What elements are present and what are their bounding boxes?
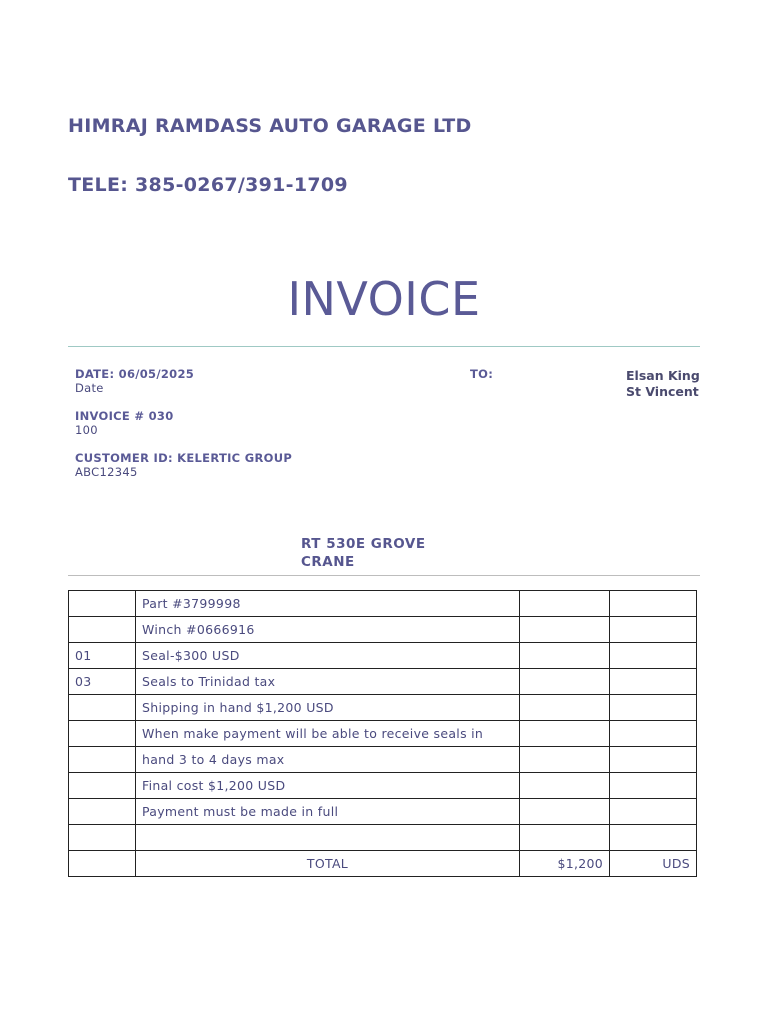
description-cell: Final cost $1,200 USD — [136, 773, 520, 799]
line-total-cell — [610, 591, 697, 617]
date-value: Date — [75, 381, 104, 395]
company-name: HIMRAJ RAMDASS AUTO GARAGE LTD — [68, 115, 472, 137]
qty-cell — [69, 591, 136, 617]
qty-cell: 01 — [69, 643, 136, 669]
description-cell: Payment must be made in full — [136, 799, 520, 825]
line-total-cell — [610, 747, 697, 773]
description-cell: When make payment will be able to receive seals in — [136, 721, 520, 747]
qty-cell — [69, 617, 136, 643]
unit-price-cell — [520, 721, 610, 747]
line-total-cell — [610, 617, 697, 643]
total-label: TOTAL — [136, 851, 520, 877]
line-total-cell — [610, 695, 697, 721]
customer-id-label: CUSTOMER ID: KELERTIC GROUP — [75, 451, 293, 465]
line-total-cell — [610, 643, 697, 669]
line-items-table — [68, 590, 697, 877]
unit-price-cell — [520, 773, 610, 799]
line-total-cell — [610, 799, 697, 825]
line-total-cell — [610, 773, 697, 799]
project-divider — [68, 575, 700, 576]
description-cell: Part #3799998 — [136, 591, 520, 617]
line-total-cell — [610, 825, 697, 851]
company-phone: TELE: 385-0267/391-1709 — [68, 174, 348, 196]
description-cell: Shipping in hand $1,200 USD — [136, 695, 520, 721]
unit-price-cell — [520, 617, 610, 643]
unit-price-cell — [520, 591, 610, 617]
unit-price-cell — [520, 825, 610, 851]
table-row — [69, 591, 697, 617]
unit-price-cell — [520, 695, 610, 721]
description-cell: Winch #0666916 — [136, 617, 520, 643]
line-total-cell — [610, 721, 697, 747]
invoice-number-label: INVOICE # 030 — [75, 409, 174, 423]
table-row — [69, 773, 697, 799]
table-row — [69, 721, 697, 747]
table-row — [69, 669, 697, 695]
recipient-name: Elsan King — [626, 368, 700, 383]
qty-cell — [69, 799, 136, 825]
total-currency: UDS — [610, 851, 697, 877]
recipient-location: St Vincent — [626, 384, 699, 399]
to-label: TO: — [470, 367, 494, 381]
table-row — [69, 617, 697, 643]
unit-price-cell — [520, 669, 610, 695]
table-row — [69, 695, 697, 721]
table-row — [69, 825, 697, 851]
description-cell: hand 3 to 4 days max — [136, 747, 520, 773]
qty-cell — [69, 721, 136, 747]
project-line-2: CRANE — [301, 554, 355, 570]
customer-id-value: ABC12345 — [75, 465, 138, 479]
header-divider — [68, 346, 700, 347]
invoice-number-value: 100 — [75, 423, 98, 437]
invoice-title: INVOICE — [287, 272, 481, 326]
project-line-1: RT 530E GROVE — [301, 536, 426, 552]
qty-cell: 03 — [69, 669, 136, 695]
description-cell — [136, 825, 520, 851]
unit-price-cell — [520, 747, 610, 773]
qty-cell — [69, 695, 136, 721]
table-row — [69, 747, 697, 773]
total-empty-cell — [69, 851, 136, 877]
qty-cell — [69, 773, 136, 799]
date-label: DATE: 06/05/2025 — [75, 367, 195, 381]
total-row — [69, 851, 697, 877]
line-total-cell — [610, 669, 697, 695]
qty-cell — [69, 747, 136, 773]
qty-cell — [69, 825, 136, 851]
description-cell: Seals to Trinidad tax — [136, 669, 520, 695]
description-cell: Seal-$300 USD — [136, 643, 520, 669]
table-row — [69, 799, 697, 825]
unit-price-cell — [520, 799, 610, 825]
table-row — [69, 643, 697, 669]
unit-price-cell — [520, 643, 610, 669]
total-amount: $1,200 — [520, 851, 610, 877]
